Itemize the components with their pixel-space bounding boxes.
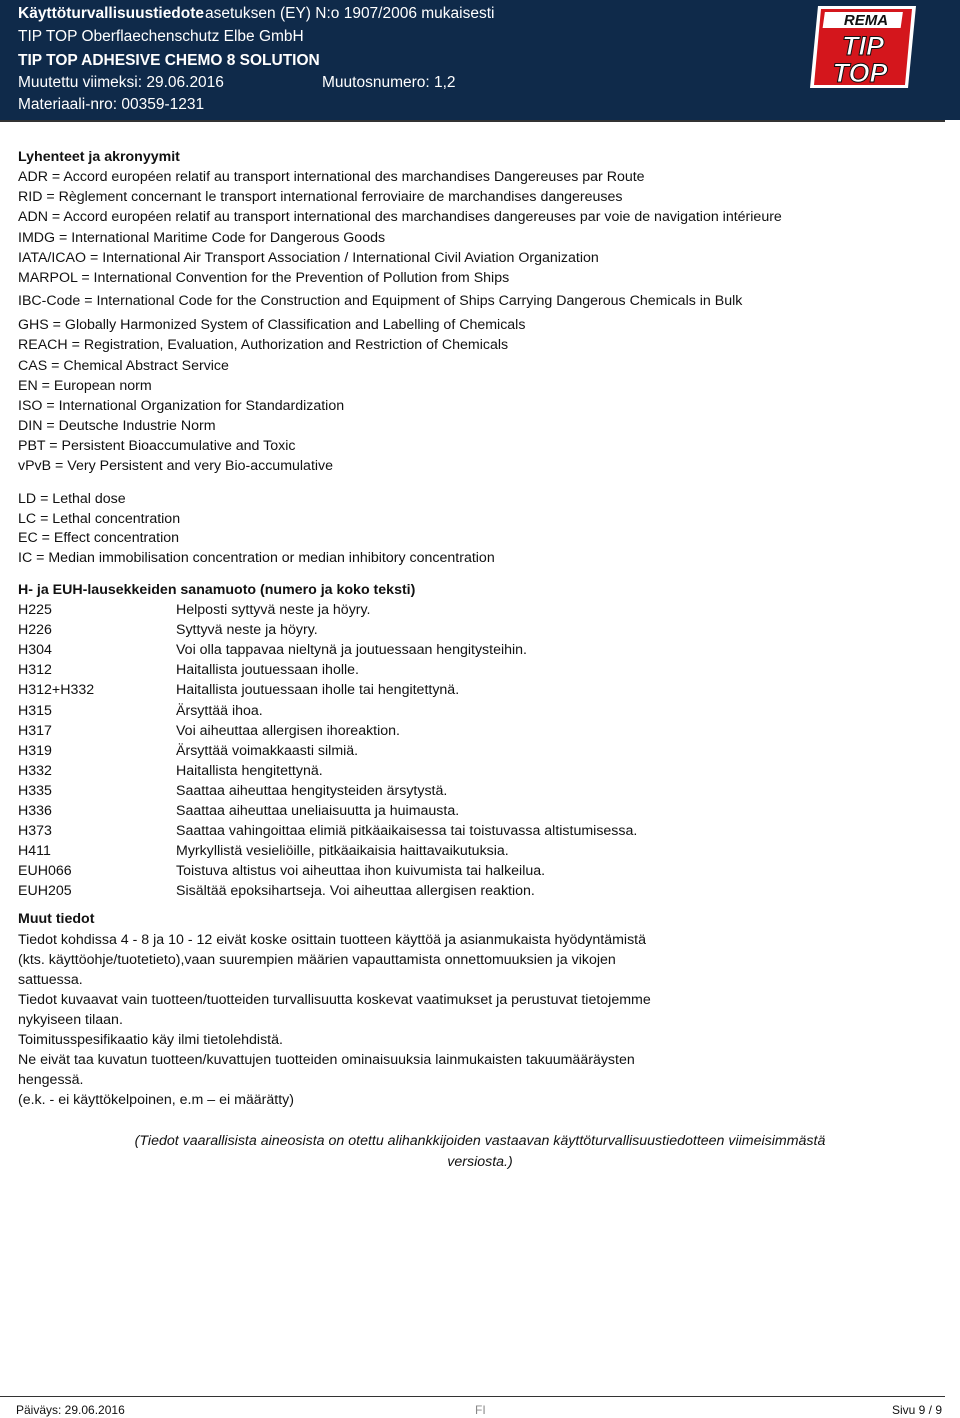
abbr-line: DIN = Deutsche Industrie Norm [18,418,216,434]
footer-date: Päiväys: 29.06.2016 [16,1403,125,1417]
hazard-text: Helposti syttyvä neste ja höyry. [176,602,371,618]
other-info-line: nykyiseen tilaan. [18,1012,123,1028]
hazard-text: Ärsyttää voimakkaasti silmiä. [176,743,359,759]
revised-date: Muutettu viimeksi: 29.06.2016 [18,74,224,91]
hazard-text: Voi aiheuttaa allergisen ihoreaktion. [176,723,400,739]
hazard-text: Toistuva altistus voi aiheuttaa ihon kuivumista tai halkeilua. [176,863,546,879]
abbr-line: MARPOL = International Convention for the Prevention of Pollution from Ships [18,270,510,286]
abbr-line: EN = European norm [18,378,152,394]
hazard-code: H226 [18,622,52,638]
hazard-code: H332 [18,763,52,779]
hazard-text: Voi olla tappavaa nieltynä ja joutuessaan hengitysteihin. [176,642,527,658]
abbreviations-heading: Lyhenteet ja akronyymit [18,149,180,165]
abbr-line: ISO = International Organization for Standardization [18,398,345,414]
hazard-code: H336 [18,803,52,819]
product-name: TIP TOP ADHESIVE CHEMO 8 SOLUTION [18,52,320,69]
material-number: Materiaali-nro: 00359-1231 [18,96,205,113]
hazard-code: H335 [18,783,52,799]
abbr-line: RID = Règlement concernant le transport international ferroviaire de marchandises dangereuses [18,189,623,205]
other-info-line: sattuessa. [18,972,83,988]
other-info-line: (e.k. - ei käyttökelpoinen, e.m – ei määrätty) [18,1092,294,1108]
abbr-line: ADN = Accord européen relatif au transport international des marchandises dangereuses par voie de navigation intérieure [18,209,782,225]
abbr-line: IMDG = International Maritime Code for Dangerous Goods [18,230,386,246]
hazard-code: H317 [18,723,52,739]
rema-tip-top-logo [808,4,918,90]
abbr-line: PBT = Persistent Bioaccumulative and Toxic [18,438,296,454]
other-info-line: (kts. käyttöohje/tuotetieto),vaan suurempien määrien vapauttamista onnettomuuksien ja vikojen [18,952,616,968]
abbr-line: IC = Median immobilisation concentration or median inhibitory concentration [18,550,495,566]
other-info-line: Ne eivät taa kuvatun tuotteen/kuvattujen tuotteiden ominaisuuksia lainmukaisten takuumääräysten [18,1052,635,1068]
hazard-text: Haitallista hengitettynä. [176,763,323,779]
source-note-line2: versiosta.) [447,1154,513,1170]
other-info-heading: Muut tiedot [18,911,95,927]
abbr-line: IBC-Code = International Code for the Construction and Equipment of Ships Carrying Dangerous Chemicals in Bulk [18,293,743,309]
source-note [80,1131,880,1173]
hazard-code: H315 [18,703,52,719]
hazard-text: Haitallista joutuessaan iholle tai hengitettynä. [176,682,460,698]
logo-top-text: TOP [832,58,888,88]
other-info-line: Tiedot kuvaavat vain tuotteen/tuotteiden turvallisuutta koskevat vaatimukset ja perustuvat tietojemme [18,992,651,1008]
abbr-line: GHS = Globally Harmonized System of Classification and Labelling of Chemicals [18,317,526,333]
hazard-code: H312+H332 [18,682,95,698]
hazard-code: H411 [18,843,51,859]
hazard-text: Myrkyllistä vesieliöille, pitkäaikaisia haittavaikutuksia. [176,843,509,859]
doc-title: Käyttöturvallisuustiedote [18,5,205,22]
abbr-line: LC = Lethal concentration [18,511,181,527]
abbr-line: ADR = Accord européen relatif au transport international des marchandises Dangereuses par Route [18,169,645,185]
abbr-line: vPvB = Very Persistent and very Bio-accumulative [18,458,334,474]
abbr-line: REACH = Registration, Evaluation, Authorization and Restriction of Chemicals [18,337,509,353]
other-info-line: hengessä. [18,1072,84,1088]
footer-language: FI [475,1403,486,1417]
hazard-text: Saattaa aiheuttaa uneliaisuutta ja huimausta. [176,803,460,819]
hazard-text: Haitallista joutuessaan iholle. [176,662,359,678]
logo-tip-text: TIP [841,31,885,61]
hazard-text: Sisältää epoksihartseja. Voi aiheuttaa allergisen reaktion. [176,883,535,899]
revision-number: Muutosnumero: 1,2 [322,74,456,91]
hazard-code: H312 [18,662,52,678]
hazard-text: Ärsyttää ihoa. [176,703,263,719]
revision-row [18,74,456,92]
document-header [0,0,960,120]
header-divider [0,120,945,122]
hazard-code: H319 [18,743,52,759]
header-title-row [18,5,495,23]
hazard-code: H304 [18,642,52,658]
logo-rema-text: REMA [843,12,889,29]
hazard-text: Syttyvä neste ja höyry. [176,622,318,638]
regulation-ref: asetuksen (EY) N:o 1907/2006 mukaisesti [205,5,495,22]
abbr-line: EC = Effect concentration [18,530,180,546]
footer-divider [0,1396,945,1397]
hazards-heading: H- ja EUH-lausekkeiden sanamuoto (numero ja koko teksti) [18,582,416,598]
hazard-code: H225 [18,602,52,618]
other-info-line: Tiedot kohdissa 4 - 8 ja 10 - 12 eivät koske osittain tuotteen käyttöä ja asianmukaista hyödyntämistä [18,932,647,948]
abbr-line: IATA/ICAO = International Air Transport Association / International Civil Aviation Organization [18,250,599,266]
abbr-line: LD = Lethal dose [18,491,126,507]
abbr-line: CAS = Chemical Abstract Service [18,358,229,374]
footer-page-number: Sivu 9 / 9 [891,1403,942,1417]
hazard-code: H373 [18,823,52,839]
hazard-code: EUH066 [18,863,72,879]
other-info-line: Toimitusspesifikaatio käy ilmi tietolehdistä. [18,1032,283,1048]
hazard-text: Saattaa vahingoittaa elimiä pitkäaikaisessa tai toistuvassa altistumisessa. [176,823,638,839]
source-note-line1: (Tiedot vaarallisista aineosista on otettu alihankkijoiden vastaavan käyttöturvallisuustiedotteen viimeisimmästä [134,1133,826,1149]
company-name: TIP TOP Oberflaechenschutz Elbe GmbH [18,28,304,45]
hazard-code: EUH205 [18,883,72,899]
hazard-text: Saattaa aiheuttaa hengitysteiden ärsytystä. [176,783,448,799]
